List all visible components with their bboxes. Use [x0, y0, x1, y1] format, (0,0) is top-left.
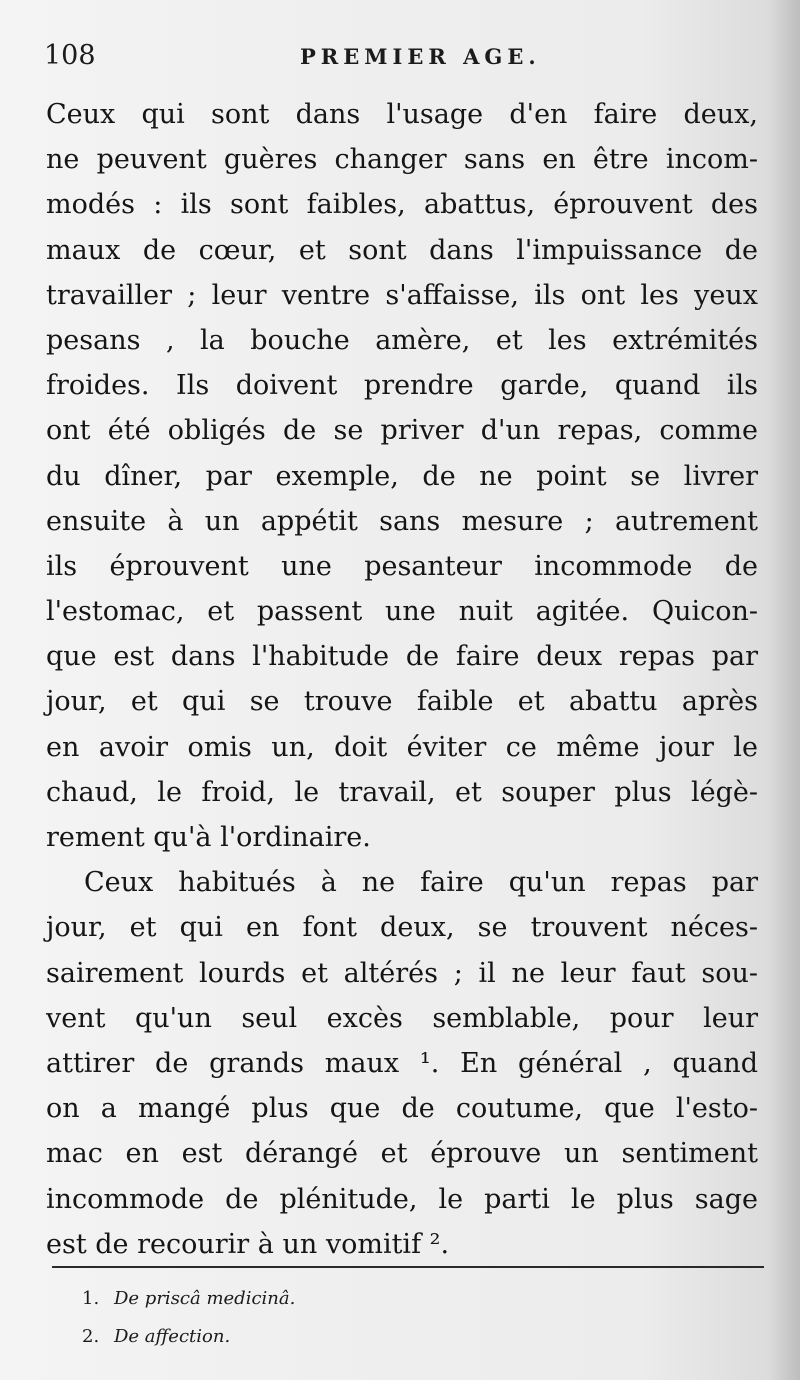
text-line: mac en est dérangé et éprouve un sentiment	[46, 1138, 758, 1170]
text-line: l'estomac, et passent une nuit agitée. Quicon-	[46, 596, 758, 628]
text-line: jour, et qui se trouve faible et abattu après	[46, 686, 758, 718]
page-header	[44, 40, 764, 80]
text-line: pesans , la bouche amère, et les extrémités	[46, 324, 758, 356]
footnote-number: 1.	[82, 1288, 100, 1309]
footnote-item	[82, 1280, 762, 1318]
text-line: travailler ; leur ventre s'affaisse, ils ont les yeux	[46, 279, 758, 311]
text-line: ils éprouvent une pesanteur incommode de	[46, 550, 758, 582]
page-number: 108	[44, 40, 96, 71]
text-line: que est dans l'habitude de faire deux repas par	[46, 641, 758, 673]
footnotes	[82, 1280, 762, 1356]
footnote-number: 2.	[82, 1326, 100, 1347]
text-line: ne peuvent guères changer sans en être incom-	[46, 144, 758, 176]
text-line: ont été obligés de se priver d'un repas, comme	[46, 415, 758, 447]
footnote-text: De affection.	[114, 1326, 231, 1347]
text-line: incommode de plénitude, le parti le plus sage	[46, 1183, 758, 1215]
text-line: modés : ils sont faibles, abattus, éprouvent des	[46, 189, 758, 221]
footnote-divider	[52, 1266, 764, 1268]
footnote-item	[82, 1318, 762, 1356]
text-line: en avoir omis un, doit éviter ce même jour le	[46, 731, 758, 763]
text-line: sairement lourds et altérés ; il ne leur faut sou-	[46, 957, 758, 989]
text-line: Ceux habitués à ne faire qu'un repas par	[84, 867, 758, 899]
text-line: Ceux qui sont dans l'usage d'en faire deux,	[46, 99, 758, 130]
main-text	[46, 92, 758, 1267]
footnote-text: De priscâ medicinâ.	[114, 1288, 296, 1309]
text-line: ensuite à un appétit sans mesure ; autrement	[46, 505, 758, 537]
text-line: rement qu'à l'ordinaire.	[46, 822, 371, 853]
text-line: est de recourir à un vomitif ².	[46, 1228, 450, 1260]
running-head: PREMIER AGE.	[300, 44, 541, 69]
text-line: jour, et qui en font deux, se trouvent néces-	[46, 912, 758, 944]
text-line: vent qu'un seul excès semblable, pour leur	[46, 1002, 758, 1034]
text-line: on a mangé plus que de coutume, que l'esto-	[46, 1093, 758, 1125]
text-line: froides. Ils doivent prendre garde, quand ils	[46, 370, 758, 402]
text-line: attirer de grands maux ¹. En général , quand	[46, 1047, 758, 1079]
text-line: du dîner, par exemple, de ne point se livrer	[46, 460, 758, 492]
text-line: chaud, le froid, le travail, et souper plus légè-	[46, 776, 758, 808]
text-line: maux de cœur, et sont dans l'impuissance de	[46, 234, 758, 266]
